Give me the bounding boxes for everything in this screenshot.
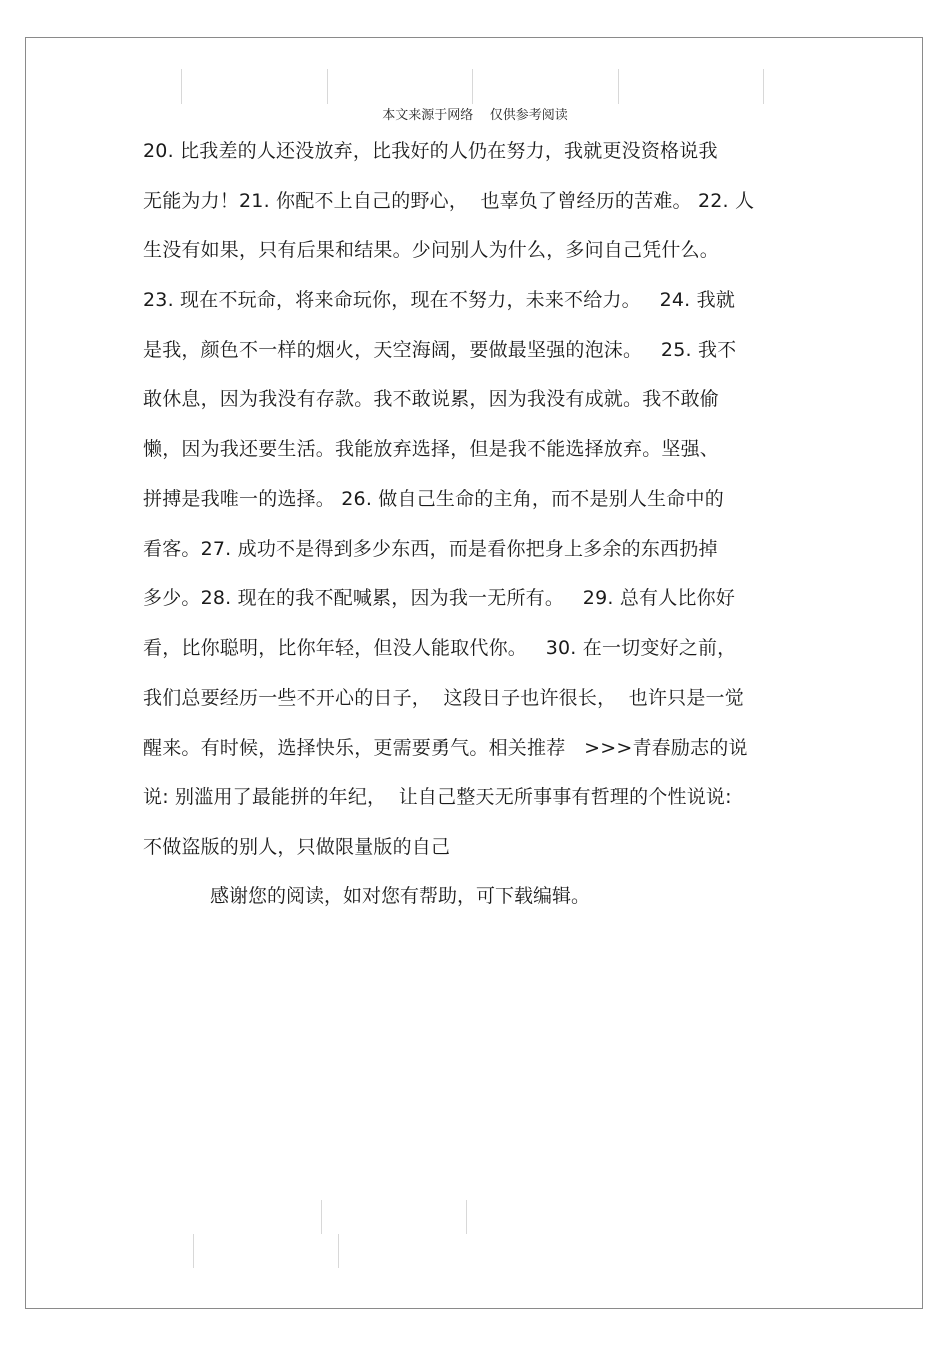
top-tick-mark <box>618 69 619 104</box>
top-tick-mark <box>763 69 764 104</box>
bottom-tick-mark <box>193 1234 194 1268</box>
body-text-line: 我们总要经历一些不开心的日子， 这段日子也许很长， 也许只是一觉 <box>143 687 744 709</box>
bottom-tick-mark <box>321 1200 322 1234</box>
closing-note: 感谢您的阅读，如对您有帮助，可下载编辑。 <box>210 885 591 907</box>
body-text-line: 是我，颜色不一样的烟火，天空海阔，要做最坚强的泡沫。 25. 我不 <box>143 339 737 361</box>
body-text-line: 无能为力！21. 你配不上自己的野心， 也辜负了曾经历的苦难。 22. 人 <box>143 190 755 212</box>
body-text-line: 说: 别滥用了最能拼的年纪， 让自己整天无所事事有哲理的个性说说: <box>143 786 732 808</box>
body-text-line: 拼搏是我唯一的选择。 26. 做自己生命的主角，而不是别人生命中的 <box>143 488 724 510</box>
body-text-line: 多少。28. 现在的我不配喊累，因为我一无所有。 29. 总有人比你好 <box>143 587 736 609</box>
body-text-line: 敢休息，因为我没有存款。我不敢说累，因为我没有成就。我不敢偷 <box>143 388 720 410</box>
page-header-note: 本文来源于网络 仅供参考阅读 <box>382 108 568 123</box>
bottom-tick-mark <box>338 1234 339 1268</box>
body-text-line: 看，比你聪明，比你年轻，但没人能取代你。 30. 在一切变好之前， <box>143 637 737 659</box>
body-text-line: 不做盗版的别人，只做限量版的自己 <box>143 836 451 858</box>
bottom-tick-mark <box>466 1200 467 1234</box>
top-tick-mark <box>327 69 328 104</box>
page-border <box>25 37 923 1309</box>
body-text-line: 懒，因为我还要生活。我能放弃选择，但是我不能选择放弃。坚强、 <box>143 438 720 460</box>
top-tick-mark <box>181 69 182 104</box>
body-text-line: 20. 比我差的人还没放弃，比我好的人仍在努力，我就更没资格说我 <box>143 140 718 162</box>
top-tick-mark <box>472 69 473 104</box>
body-text-line: 醒来。有时候，选择快乐，更需要勇气。相关推荐 >>>青春励志的说 <box>143 737 748 759</box>
body-text-line: 生没有如果，只有后果和结果。少问别人为什么，多问自己凭什么。 <box>143 239 720 261</box>
body-text-line: 23. 现在不玩命，将来命玩你，现在不努力，未来不给力。 24. 我就 <box>143 289 736 311</box>
body-text-line: 看客。27. 成功不是得到多少东西，而是看你把身上多余的东西扔掉 <box>143 538 718 560</box>
